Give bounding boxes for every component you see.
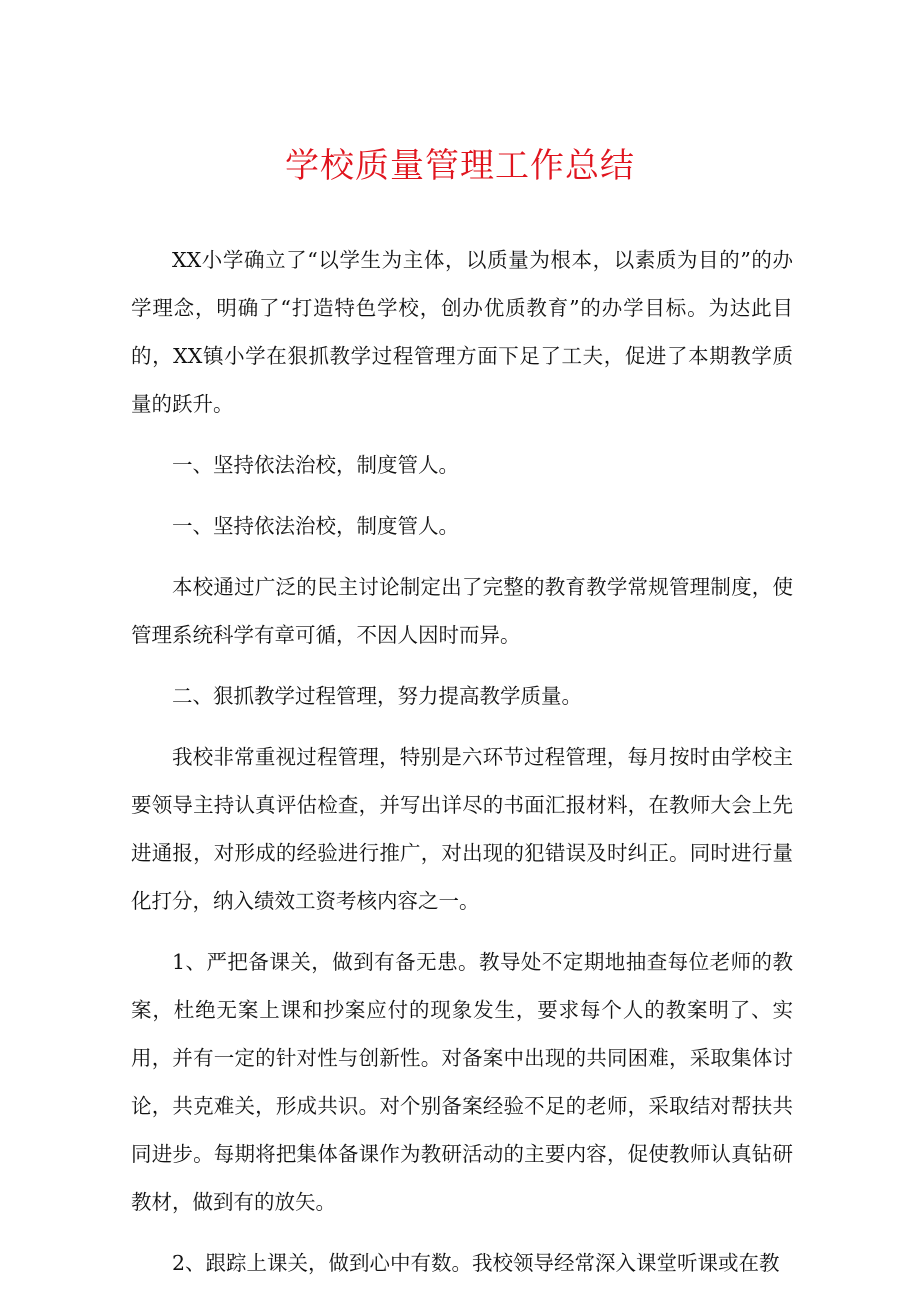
paragraph-process-management: 我校非常重视过程管理，特别是六环节过程管理，每月按时由学校主要领导主持认真评估检查，并写出详尽的书面汇报材料，在教师大会上先进通报，对形成的经验进行推广，对出现的犯错误及时纠正。同时进行量化打分，纳入绩效工资考核内容之一。 [131,745,793,913]
section-heading-1: 一、坚持依法治校，制度管人。 [172,453,459,477]
paragraph-intro: XX小学确立了“以学生为主体，以质量为根本，以素质为目的”的办学理念，明确了“打造特色学校，创办优质教育”的办学目标。为达此目的，XX镇小学在狠抓教学过程管理方面下足了工夫，促进了本期教学质量的跃升。 [131,248,793,416]
section-heading-2: 二、狠抓教学过程管理，努力提高教学质量。 [172,684,582,708]
document-body [131,236,793,1287]
paragraph-class-tracking: 2、跟踪上课关，做到心中有数。我校领导经常深入课堂听课或在教 [172,1251,780,1275]
document-title: 学校质量管理工作总结 [285,146,635,186]
section-heading-1-repeat: 一、坚持依法治校，制度管人。 [172,514,459,538]
paragraph-lesson-preparation: 1、严把备课关，做到有备无患。教导处不定期地抽查每位老师的教案，杜绝无案上课和抄案应付的现象发生，要求每个人的教案明了、实用，并有一定的针对性与创新性。对备案中出现的共同困难，采取集体讨论，共克难关，形成共识。对个别备案经验不足的老师，采取结对帮扶共同进步。每期将把集体备课作为教研活动的主要内容，促使教师认真钻研教材，做到有的放矢。 [131,950,793,1214]
paragraph-regulations: 本校通过广泛的民主讨论制定出了完整的教育教学常规管理制度，使管理系统科学有章可循，不因人因时而异。 [131,575,793,647]
